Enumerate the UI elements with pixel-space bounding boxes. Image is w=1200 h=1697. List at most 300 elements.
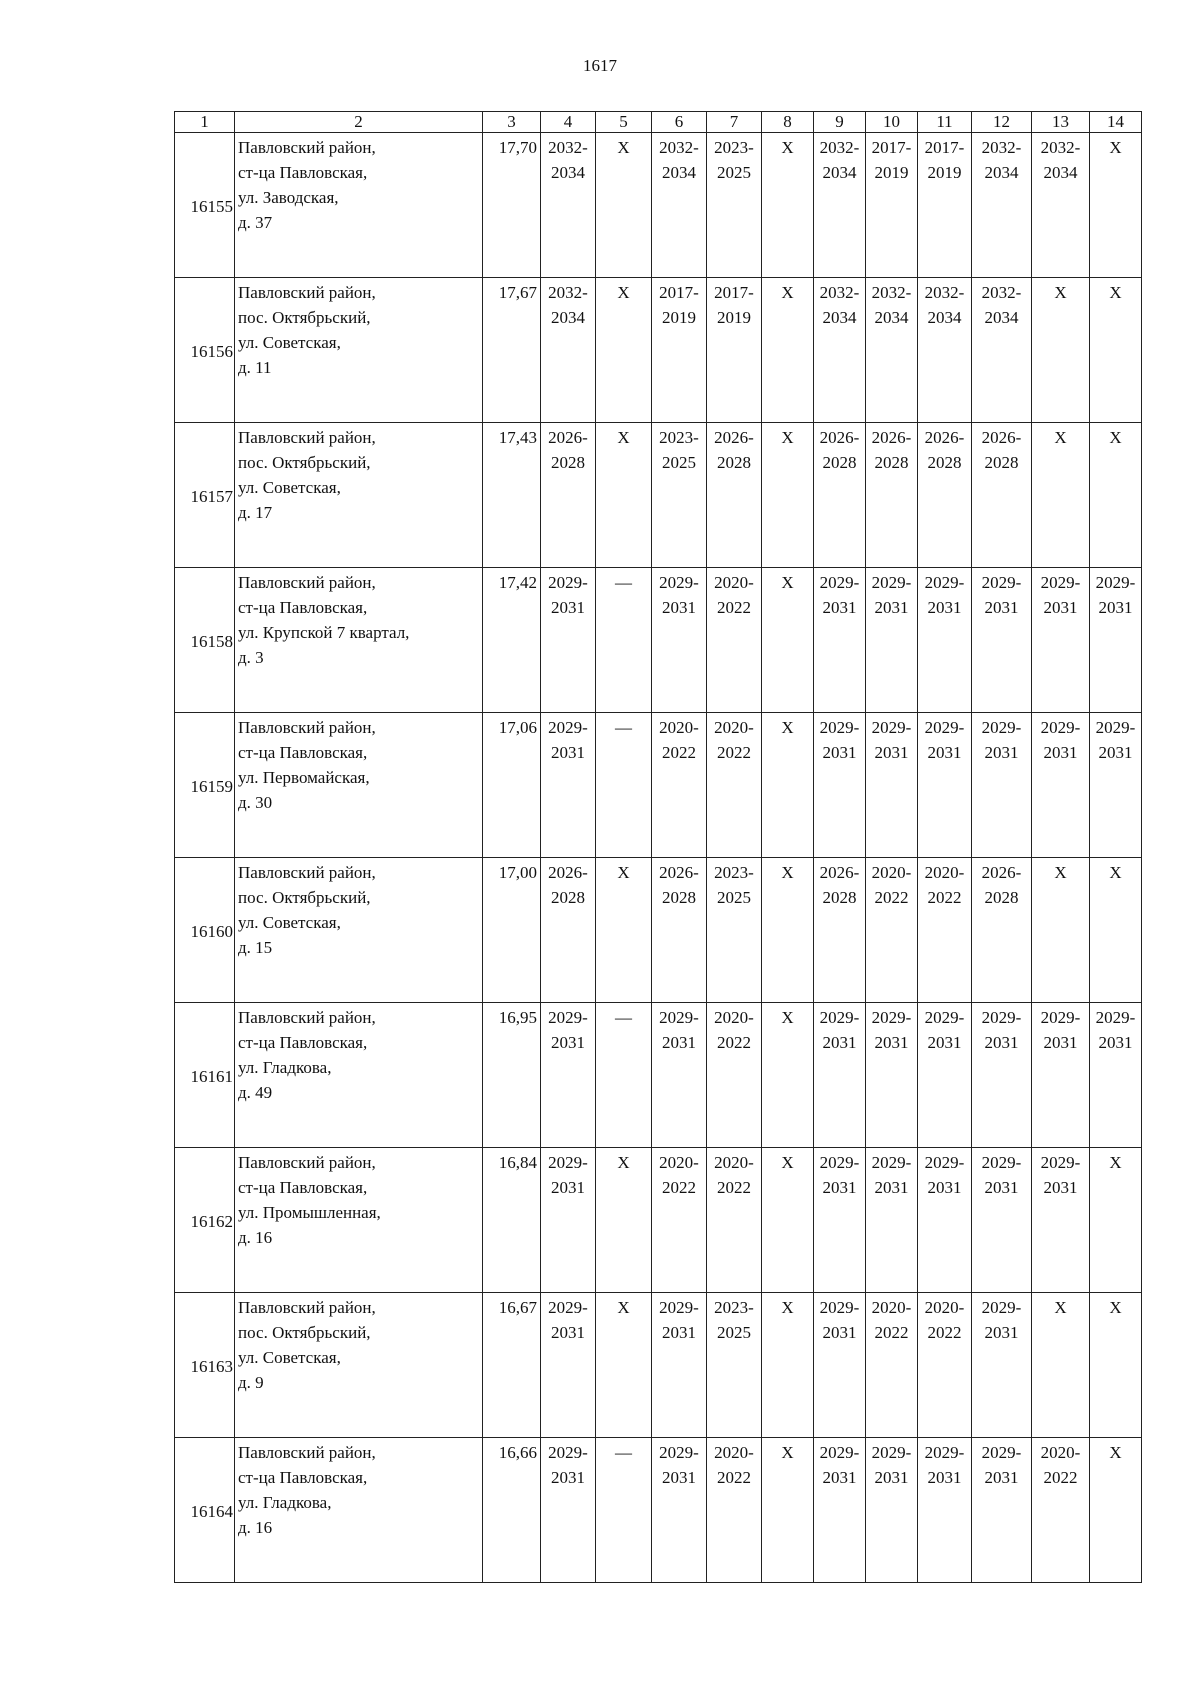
period-text: 2026- <box>714 428 754 447</box>
period-cell <box>866 423 918 568</box>
period-text: Х <box>781 138 794 157</box>
period-text: 2022 <box>874 888 909 907</box>
period-text: 2031 <box>927 598 962 617</box>
address-line: ст-ца Павловская, <box>238 1033 368 1052</box>
table-row <box>175 133 1142 278</box>
address-line: ст-ца Павловская, <box>238 598 368 617</box>
period-text: Х <box>1109 1153 1122 1172</box>
address-cell <box>235 568 483 713</box>
period-cell <box>866 568 918 713</box>
period-text: Х <box>617 863 630 882</box>
period-text: 2029- <box>924 1153 965 1172</box>
period-cell <box>918 713 972 858</box>
period-text: 2029- <box>819 718 860 737</box>
period-cell <box>918 1148 972 1293</box>
period-cell <box>866 278 918 423</box>
period-text: 2026- <box>871 428 912 447</box>
address-line: ул. Промышленная, <box>238 1203 381 1222</box>
period-text: 2022 <box>717 1178 751 1197</box>
period-text: 2032- <box>548 283 588 302</box>
period-text: 2032- <box>819 138 860 157</box>
period-cell <box>1090 1003 1142 1148</box>
period-text: 2029- <box>548 1153 588 1172</box>
period-cell <box>972 713 1032 858</box>
period-cell <box>972 278 1032 423</box>
period-cell <box>707 1438 762 1583</box>
period-text: 2031 <box>551 743 585 762</box>
period-cell <box>541 568 596 713</box>
period-cell <box>814 1148 866 1293</box>
address-line: ст-ца Павловская, <box>238 1178 368 1197</box>
period-text: 2029- <box>659 573 699 592</box>
period-text: Х <box>1109 863 1122 882</box>
address-line: Павловский район, <box>238 1443 376 1462</box>
period-cell <box>596 713 652 858</box>
period-text: 2020- <box>871 1298 912 1317</box>
area-value: 17,42 <box>483 568 541 713</box>
period-text: 2031 <box>984 1323 1019 1342</box>
period-text: Х <box>1054 283 1067 302</box>
table-row <box>175 713 1142 858</box>
period-text: 2025 <box>717 163 751 182</box>
period-cell <box>1090 568 1142 713</box>
period-text: Х <box>781 428 794 447</box>
period-text: 2028 <box>822 453 857 472</box>
column-header: 12 <box>972 112 1032 133</box>
period-text: 2032- <box>548 138 588 157</box>
period-text: 2029- <box>871 573 912 592</box>
period-cell <box>866 133 918 278</box>
address-line: Павловский район, <box>238 138 376 157</box>
period-cell <box>652 1148 707 1293</box>
address-line: ст-ца Павловская, <box>238 743 368 762</box>
period-text: 2031 <box>927 743 962 762</box>
period-text: 2031 <box>822 1178 857 1197</box>
period-text: 2031 <box>551 598 585 617</box>
address-cell <box>235 1293 483 1438</box>
period-text: 2034 <box>874 308 909 327</box>
address-line: д. 17 <box>238 503 273 522</box>
row-number: 16157 <box>175 423 235 568</box>
period-text: 2020- <box>924 863 965 882</box>
period-text: 2029- <box>1095 718 1136 737</box>
address-cell <box>235 278 483 423</box>
period-cell <box>1032 858 1090 1003</box>
row-number: 16164 <box>175 1438 235 1583</box>
period-text: 2029- <box>871 1153 912 1172</box>
period-cell <box>541 1148 596 1293</box>
period-cell <box>707 858 762 1003</box>
period-text: Х <box>617 1298 630 1317</box>
address-line: Павловский район, <box>238 1298 376 1317</box>
period-cell <box>1032 713 1090 858</box>
period-text: 2022 <box>662 1178 696 1197</box>
period-text: 2029- <box>819 1298 860 1317</box>
period-text: 2028 <box>874 453 909 472</box>
period-cell <box>1090 133 1142 278</box>
period-text: 2031 <box>1098 743 1133 762</box>
table-row <box>175 858 1142 1003</box>
period-cell <box>1090 1438 1142 1583</box>
address-line: д. 9 <box>238 1373 264 1392</box>
address-line: ул. Первомайская, <box>238 768 370 787</box>
period-cell <box>652 1438 707 1583</box>
period-text: 2029- <box>981 718 1022 737</box>
period-cell <box>814 423 866 568</box>
area-value: 17,06 <box>483 713 541 858</box>
period-text: 2026- <box>819 863 860 882</box>
period-cell <box>541 713 596 858</box>
page-number: 1617 <box>583 56 617 75</box>
period-text: 2017- <box>659 283 699 302</box>
period-text: 2031 <box>551 1468 585 1487</box>
address-line: пос. Октябрьский, <box>238 453 371 472</box>
period-text: 2031 <box>1043 743 1078 762</box>
period-cell <box>762 1438 814 1583</box>
period-text: 2019 <box>927 163 962 182</box>
area-value: 17,43 <box>483 423 541 568</box>
area-value: 16,67 <box>483 1293 541 1438</box>
address-line: ул. Советская, <box>238 333 341 352</box>
period-cell <box>972 1293 1032 1438</box>
address-line: ул. Советская, <box>238 1348 341 1367</box>
period-text: 2019 <box>874 163 909 182</box>
period-cell <box>866 1293 918 1438</box>
period-text: 2022 <box>927 888 962 907</box>
period-text: — <box>615 573 632 592</box>
period-text: Х <box>1054 428 1067 447</box>
period-text: 2029- <box>548 1443 588 1462</box>
area-value: 16,84 <box>483 1148 541 1293</box>
period-text: 2034 <box>927 308 962 327</box>
period-text: 2031 <box>984 598 1019 617</box>
address-line: д. 30 <box>238 793 273 812</box>
row-number: 16155 <box>175 133 235 278</box>
address-cell <box>235 858 483 1003</box>
period-text: 2029- <box>924 1008 965 1027</box>
period-text: 2031 <box>1043 1178 1078 1197</box>
period-cell <box>1090 713 1142 858</box>
period-text: 2031 <box>822 598 857 617</box>
period-text: 2020- <box>714 1443 754 1462</box>
address-line: ул. Советская, <box>238 913 341 932</box>
area-value: 17,70 <box>483 133 541 278</box>
column-header: 10 <box>866 112 918 133</box>
period-cell <box>814 1293 866 1438</box>
period-text: Х <box>1109 1298 1122 1317</box>
period-text: 2031 <box>874 598 909 617</box>
column-header: 9 <box>814 112 866 133</box>
area-value: 16,66 <box>483 1438 541 1583</box>
period-cell <box>541 858 596 1003</box>
period-cell <box>1090 1293 1142 1438</box>
period-text: 2019 <box>662 308 696 327</box>
period-text: 2029- <box>659 1008 699 1027</box>
period-text: 2029- <box>981 1298 1022 1317</box>
period-cell <box>918 1293 972 1438</box>
period-cell <box>762 1293 814 1438</box>
period-text: Х <box>781 1153 794 1172</box>
period-text: 2032- <box>819 283 860 302</box>
address-cell <box>235 713 483 858</box>
period-cell <box>652 568 707 713</box>
period-text: 2029- <box>548 573 588 592</box>
period-text: Х <box>1109 138 1122 157</box>
address-line: Павловский район, <box>238 428 376 447</box>
period-text: 2022 <box>662 743 696 762</box>
period-cell <box>707 713 762 858</box>
period-text: 2029- <box>659 1443 699 1462</box>
period-text: 2020- <box>1040 1443 1081 1462</box>
period-text: 2020- <box>714 1008 754 1027</box>
period-text: 2020- <box>871 863 912 882</box>
column-header: 2 <box>235 112 483 133</box>
period-text: 2034 <box>551 163 585 182</box>
table-row <box>175 1438 1142 1583</box>
period-cell <box>762 1148 814 1293</box>
period-cell <box>596 133 652 278</box>
period-text: 2026- <box>659 863 699 882</box>
period-text: 2020- <box>714 1153 754 1172</box>
address-line: пос. Октябрьский, <box>238 308 371 327</box>
period-text: 2031 <box>1098 598 1133 617</box>
period-text: Х <box>1109 428 1122 447</box>
period-text: Х <box>1109 283 1122 302</box>
period-text: 2023- <box>714 1298 754 1317</box>
table-row <box>175 423 1142 568</box>
period-text: 2023- <box>714 138 754 157</box>
address-line: Павловский район, <box>238 573 376 592</box>
area-value: 17,67 <box>483 278 541 423</box>
period-text: 2020- <box>714 573 754 592</box>
period-cell <box>652 1293 707 1438</box>
column-header: 13 <box>1032 112 1090 133</box>
period-text: 2026- <box>981 428 1022 447</box>
period-text: 2031 <box>927 1468 962 1487</box>
period-cell <box>762 423 814 568</box>
address-line: д. 15 <box>238 938 273 957</box>
address-line: ул. Гладкова, <box>238 1058 332 1077</box>
period-cell <box>972 568 1032 713</box>
address-line: Павловский район, <box>238 718 376 737</box>
period-cell <box>972 133 1032 278</box>
period-text: 2017- <box>924 138 965 157</box>
period-text: 2034 <box>822 308 857 327</box>
period-cell <box>814 278 866 423</box>
period-cell <box>1032 423 1090 568</box>
period-text: 2026- <box>924 428 965 447</box>
period-cell <box>1032 1293 1090 1438</box>
period-text: 2029- <box>548 718 588 737</box>
period-text: 2034 <box>984 308 1019 327</box>
period-text: 2023- <box>714 863 754 882</box>
period-text: 2031 <box>1098 1033 1133 1052</box>
column-header: 1 <box>175 112 235 133</box>
address-line: Павловский район, <box>238 863 376 882</box>
period-text: 2028 <box>984 888 1019 907</box>
period-text: 2026- <box>548 428 588 447</box>
address-line: д. 49 <box>238 1083 273 1102</box>
period-text: 2031 <box>1043 1033 1078 1052</box>
period-cell <box>1032 568 1090 713</box>
period-cell <box>596 278 652 423</box>
period-text: 2031 <box>551 1033 585 1052</box>
period-text: 2029- <box>981 1443 1022 1462</box>
period-cell <box>814 133 866 278</box>
period-text: 2022 <box>717 1033 751 1052</box>
period-text: 2034 <box>984 163 1019 182</box>
period-cell <box>707 423 762 568</box>
address-line: пос. Октябрьский, <box>238 888 371 907</box>
period-text: 2031 <box>822 1468 857 1487</box>
period-text: 2020- <box>924 1298 965 1317</box>
period-text: 2028 <box>551 888 585 907</box>
period-text: 2029- <box>1095 1008 1136 1027</box>
period-text: 2029- <box>819 1008 860 1027</box>
period-text: 2029- <box>1040 573 1081 592</box>
period-text: 2029- <box>871 718 912 737</box>
period-cell <box>918 423 972 568</box>
period-cell <box>972 1148 1032 1293</box>
period-text: 2026- <box>981 863 1022 882</box>
period-text: 2029- <box>981 573 1022 592</box>
period-cell <box>652 278 707 423</box>
column-header: 14 <box>1090 112 1142 133</box>
period-cell <box>814 713 866 858</box>
period-cell <box>972 858 1032 1003</box>
period-text: 2031 <box>1043 598 1078 617</box>
period-cell <box>652 858 707 1003</box>
period-text: Х <box>617 283 630 302</box>
period-text: 2031 <box>927 1033 962 1052</box>
period-text: 2026- <box>819 428 860 447</box>
period-text: Х <box>781 573 794 592</box>
period-text: 2022 <box>1043 1468 1078 1487</box>
period-cell <box>762 278 814 423</box>
period-text: 2022 <box>717 598 751 617</box>
period-text: 2031 <box>874 1468 909 1487</box>
period-cell <box>596 1003 652 1148</box>
row-number: 16159 <box>175 713 235 858</box>
period-cell <box>596 1438 652 1583</box>
period-cell <box>1090 1148 1142 1293</box>
address-line: ст-ца Павловская, <box>238 1468 368 1487</box>
area-value: 16,95 <box>483 1003 541 1148</box>
period-cell <box>866 1148 918 1293</box>
period-text: 2032- <box>981 283 1022 302</box>
period-cell <box>918 133 972 278</box>
period-cell <box>814 858 866 1003</box>
period-cell <box>707 568 762 713</box>
period-text: 2031 <box>662 1468 696 1487</box>
period-text: 2025 <box>662 453 696 472</box>
period-text: Х <box>617 428 630 447</box>
period-text: Х <box>781 283 794 302</box>
period-cell <box>652 713 707 858</box>
period-text: 2029- <box>924 718 965 737</box>
period-text: 2025 <box>717 1323 751 1342</box>
period-cell <box>541 423 596 568</box>
period-text: 2031 <box>551 1323 585 1342</box>
address-line: д. 16 <box>238 1518 273 1537</box>
period-cell <box>707 1148 762 1293</box>
address-line: д. 11 <box>238 358 272 377</box>
row-number: 16160 <box>175 858 235 1003</box>
period-cell <box>1032 133 1090 278</box>
period-text: 2029- <box>1040 718 1081 737</box>
period-text: 2022 <box>874 1323 909 1342</box>
period-cell <box>652 1003 707 1148</box>
period-text: 2029- <box>819 573 860 592</box>
period-cell <box>866 1003 918 1148</box>
period-text: 2031 <box>874 743 909 762</box>
period-text: Х <box>781 863 794 882</box>
period-cell <box>972 423 1032 568</box>
table-row <box>175 1293 1142 1438</box>
address-cell <box>235 423 483 568</box>
period-cell <box>918 278 972 423</box>
period-text: 2029- <box>1095 573 1136 592</box>
period-text: 2031 <box>662 1323 696 1342</box>
address-cell <box>235 133 483 278</box>
period-text: 2029- <box>924 1443 965 1462</box>
period-text: 2031 <box>984 743 1019 762</box>
period-cell <box>814 1438 866 1583</box>
period-text: 2029- <box>981 1008 1022 1027</box>
period-cell <box>596 423 652 568</box>
period-text: 2034 <box>551 308 585 327</box>
register-table <box>174 111 1142 1583</box>
period-text: 2029- <box>548 1008 588 1027</box>
period-cell <box>596 568 652 713</box>
period-cell <box>762 133 814 278</box>
row-number: 16161 <box>175 1003 235 1148</box>
address-line: д. 37 <box>238 213 273 232</box>
period-text: Х <box>781 1008 794 1027</box>
period-cell <box>707 1293 762 1438</box>
period-text: 2028 <box>822 888 857 907</box>
period-cell <box>918 1003 972 1148</box>
period-cell <box>918 1438 972 1583</box>
period-text: 2020- <box>659 1153 699 1172</box>
period-cell <box>1032 1438 1090 1583</box>
table-row <box>175 1003 1142 1148</box>
period-text: 2032- <box>1040 138 1081 157</box>
column-header: 11 <box>918 112 972 133</box>
period-cell <box>1032 1003 1090 1148</box>
period-text: 2022 <box>717 743 751 762</box>
period-text: Х <box>1054 863 1067 882</box>
address-line: ул. Заводская, <box>238 188 339 207</box>
period-text: 2022 <box>927 1323 962 1342</box>
period-cell <box>596 1148 652 1293</box>
period-text: 2031 <box>874 1178 909 1197</box>
column-header: 3 <box>483 112 541 133</box>
period-cell <box>762 858 814 1003</box>
period-cell <box>762 713 814 858</box>
period-text: 2031 <box>822 1323 857 1342</box>
period-text: 2031 <box>662 1033 696 1052</box>
period-cell <box>1090 278 1142 423</box>
period-cell <box>1090 858 1142 1003</box>
period-cell <box>541 133 596 278</box>
period-text: 2025 <box>717 888 751 907</box>
period-text: 2029- <box>981 1153 1022 1172</box>
period-cell <box>1032 278 1090 423</box>
address-line: Павловский район, <box>238 283 376 302</box>
period-cell <box>541 278 596 423</box>
address-line: Павловский район, <box>238 1008 376 1027</box>
